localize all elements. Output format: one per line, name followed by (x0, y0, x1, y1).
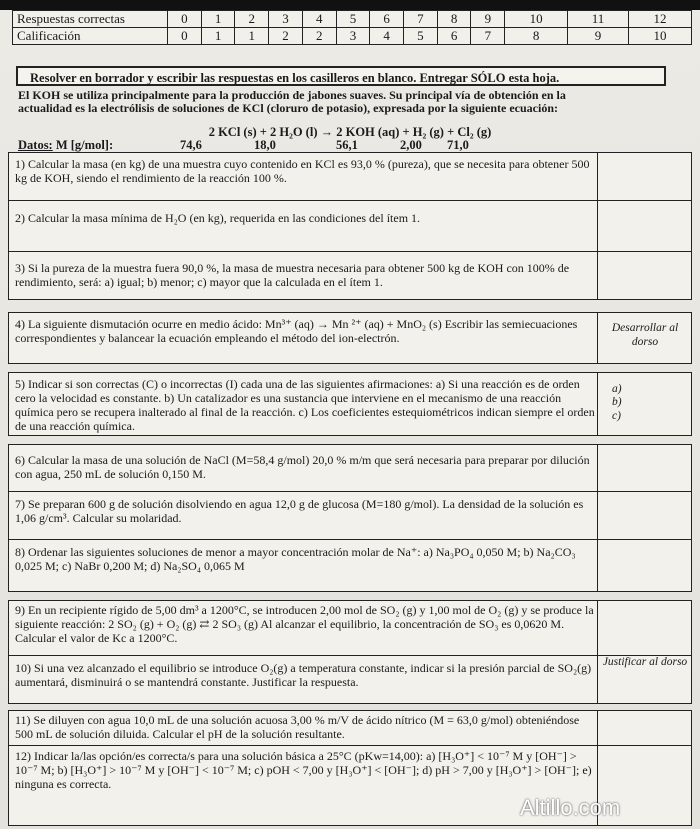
cell: 4 (302, 11, 336, 28)
cell: 3 (269, 11, 303, 28)
row-label: Calificación (13, 28, 168, 45)
divider (9, 200, 599, 201)
answer-column (597, 313, 691, 363)
datos-title: Datos: (18, 138, 53, 152)
row-label: Respuestas correctas (13, 11, 168, 28)
cell: 1 (235, 28, 269, 45)
question-11: 11) Se diluyen con agua 10,0 mL de una solución acuosa 3,00 % m/V de ácido nítrico (M = 63,0 g/mol) obteniéndose 500 mL de solución diluida. Calcular el pH de la solución resultante. (15, 713, 580, 741)
molar-mass-h2: 2,00 (400, 138, 422, 152)
cell: 7 (471, 28, 505, 45)
cell: 9 (568, 28, 629, 45)
intro-paragraph (18, 89, 698, 115)
question-5: 5) Indicar si son correctas (C) o incorrectas (I) cada una de las siguientes afirmaciones: a) Si una reacción es de orden cero la velocidad es constante. b) Un catalizador es una sustancia que interviene en el mecanismo de una reacción química pero se recupera inalterado al final de la reacción. c) Los coeficientes estequiométricos indican siempre el orden de una reacción química. (15, 377, 595, 433)
datos-label (18, 138, 113, 153)
question-9: 9) En un recipiente rígido de 5,00 dm³ a 1200°C, se introducen 2,00 mol de SO₂ (g) y 1,00 mol de O₂ (g) y se produce la siguiente reacción: 2 SO₂ (g) + O₂ (g) ⇄ 2 SO₃ (g) Al alcanzar el equilibrio, la concentración de SO₃ es 0,0620 M. Calcular el valor de Kc a 1200°C. (15, 603, 594, 645)
question-block-9-10 (8, 600, 692, 704)
cell: 0 (168, 28, 202, 45)
divider (9, 539, 599, 540)
answer-column (597, 153, 691, 299)
question-2: 2) Calcular la masa mínima de H₂O (en kg), requerida en las condiciones del ítem 1. (15, 211, 421, 225)
molar-mass-h2o: 18,0 (254, 138, 276, 152)
question-6: 6) Calcular la masa de una solución de NaCl (M=58,4 g/mol) 20,0 % m/m que será necesaria para preparar por dilución con agua, 250 mL de solución 0,150 M. (15, 453, 590, 481)
molar-mass-label: M [g/mol]: (55, 138, 114, 152)
divider (9, 745, 599, 746)
cell: 12 (628, 11, 691, 28)
divider (598, 745, 691, 746)
cell: 5 (404, 28, 438, 45)
cell: 5 (336, 11, 370, 28)
answer-column (597, 601, 691, 703)
cell: 6 (370, 11, 404, 28)
answer-c-label: c) (612, 410, 621, 422)
top-edge (0, 0, 700, 10)
answer-column (597, 445, 691, 591)
cell: 10 (628, 28, 691, 45)
cell: 4 (370, 28, 404, 45)
question-7: 7) Se preparan 600 g de solución disolviendo en agua 12,0 g de glucosa (M=180 g/mol). La densidad de la solución es 1,06 g/cm³. Calcular su molaridad. (15, 497, 584, 525)
divider (598, 200, 691, 201)
divider (9, 655, 599, 656)
correct-answers-row (13, 11, 692, 28)
grading-table (12, 10, 692, 45)
question-8: 8) Ordenar las siguientes soluciones de menor a mayor concentración molar de Na⁺: a) Na₃PO₄ 0,050 M; b) Na₂CO₃ 0,025 M; c) NaBr 0,200 M; d) Na₂SO₄ 0,065 M (15, 545, 576, 573)
question-10: 10) Si una vez alcanzado el equilibrio se introduce O₂(g) a temperatura constante, indicar si la presión parcial de SO₂(g) aumentará, disminuirá o se mantendrá constante. Justificar la respuesta. (15, 661, 592, 689)
divider (9, 251, 599, 252)
molar-mass-cl2: 71,0 (447, 138, 469, 152)
cell: 1 (201, 28, 235, 45)
question-block-5 (8, 372, 692, 436)
question-3: 3) Si la pureza de la muestra fuera 90,0 %, la masa de muestra necesaria para obtener 500 kg de KOH con 100% de rendimiento, será: a) igual; b) menor; c) mayor que la calculada en el ítem 1. (15, 261, 570, 289)
cell: 0 (168, 11, 202, 28)
divider (598, 539, 691, 540)
cell: 8 (505, 28, 568, 45)
cell: 10 (505, 11, 568, 28)
cell: 7 (404, 11, 438, 28)
cell: 2 (235, 11, 269, 28)
divider (598, 251, 691, 252)
question-12: 12) Indicar la/las opción/es correcta/s para una solución básica a 25°C (pKw=14,00): a) [H₃O⁺] < 10⁻⁷ M y [OH⁻] > 10⁻⁷ M; b) [H₃O⁺] > 10⁻⁷ M y [OH⁻] < 10⁻⁷ M; c) pOH < 7,00 y [H₃O⁺] < [OH⁻]; d) pH > 7,00 y [H₃O⁺] > [OH⁻]; e) ninguna es correcta. (15, 749, 592, 791)
divider (9, 491, 599, 492)
cell: 1 (201, 11, 235, 28)
cell: 3 (336, 28, 370, 45)
intro-line-1: El KOH se utiliza principalmente para la producción de jabones suaves. Su principal vía de obtención en la (18, 88, 566, 102)
cell: 2 (302, 28, 336, 45)
question-block-4 (8, 312, 692, 364)
develop-on-back-note: Desarrollar al dorso (611, 322, 679, 348)
answer-column (597, 373, 691, 435)
answer-a-label: a) (612, 383, 622, 395)
instructions-box: Resolver en borrador y escribir las respuestas en los casilleros en blanco. Entregar SÓLO esta hoja. (16, 66, 666, 86)
watermark: Altillo.com (520, 795, 621, 820)
chemical-equation: 2 KCl (s) + 2 H₂O (l) → 2 KOH (aq) + H₂ (g) + Cl₂ (g) (208, 125, 492, 139)
justify-on-back-note: Justificar al dorso (602, 656, 688, 668)
question-block-6-8 (8, 444, 692, 592)
intro-line-2: actualidad es la electrólisis de soluciones de KCl (cloruro de potasio), expresada por la siguiente ecuación: (18, 101, 558, 115)
question-1: 1) Calcular la masa (en kg) de una muestra cuyo contenido en KCl es 93,0 % (pureza), que se necesita para obtener 500 kg de KOH, siendo el rendimiento de la reacción 100 %. (15, 157, 590, 185)
question-4: 4) La siguiente dismutación ocurre en medio ácido: Mn³⁺ (aq) → Mn ²⁺ (aq) + MnO₂ (s) Escribir las semiecuaciones correspondientes y balancear la ecuación empleando el método del ion-electrón. (15, 317, 578, 345)
molar-mass-kcl: 74,6 (180, 138, 202, 152)
divider (598, 491, 691, 492)
molar-mass-koh: 56,1 (336, 138, 358, 152)
cell: 9 (471, 11, 505, 28)
cell: 2 (269, 28, 303, 45)
question-block-1-3 (8, 152, 692, 300)
cell: 8 (437, 11, 471, 28)
cell: 6 (437, 28, 471, 45)
answer-b-label: b) (612, 396, 622, 408)
grade-row (13, 28, 692, 45)
cell: 11 (568, 11, 629, 28)
